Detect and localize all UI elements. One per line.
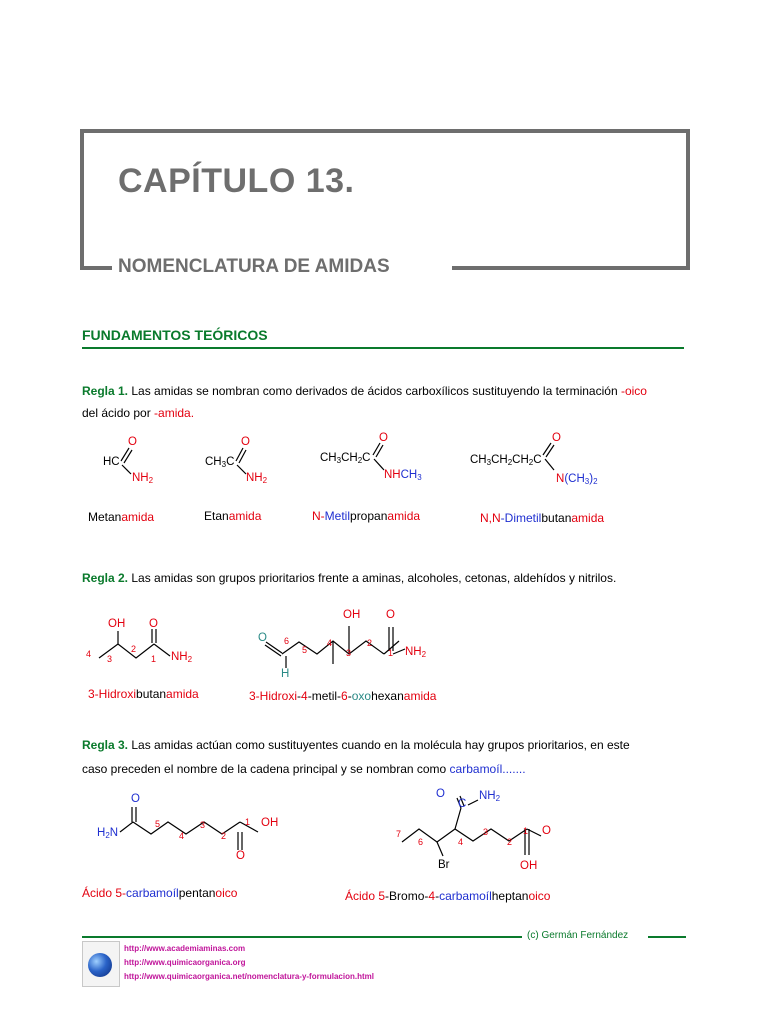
r3n2-p5: carbamoíl: [439, 889, 492, 903]
s1-left: HC: [103, 456, 120, 468]
chapter-title: CAPÍTULO 13.: [118, 162, 355, 200]
s3-amine-sub: 3: [417, 473, 422, 482]
copyright: (c) Germán Fernández: [527, 930, 629, 941]
section-heading: FUNDAMENTOS TEÓRICOS: [82, 327, 268, 343]
r2m1-num-1: 1: [151, 654, 157, 664]
r3m2-nh-sub: 2: [495, 794, 501, 803]
s3-amine-nh: NH: [384, 469, 401, 481]
r2m2-num-4: 4: [327, 638, 333, 648]
r3m1-h-sub: 2: [105, 831, 110, 840]
rule3-text1: Las amidas actúan como sustituyentes cuando en la molécula hay grupos prioritarios, en este: [128, 738, 630, 752]
r3m2-num-3: 3: [483, 827, 489, 837]
r2m2-nh: NH: [405, 646, 422, 658]
name4-prefix-n: N,N: [480, 511, 501, 525]
r2n2-p2: -: [297, 689, 302, 703]
rule1-name-4: [480, 511, 604, 525]
r3m1-h2n: [97, 828, 118, 840]
r3n1-p1: Ácido 5-: [82, 886, 127, 900]
r2m1-oh: OH: [108, 618, 126, 630]
r3m1-n: N: [109, 827, 119, 839]
rule2-label: Regla 2.: [82, 571, 129, 585]
s2-amine-sub: 2: [262, 476, 268, 485]
s4-left-c: CH: [512, 454, 529, 466]
s1-amine: [132, 473, 153, 485]
r3m2-c: C: [458, 798, 467, 810]
r3m1-num-2: 2: [221, 831, 227, 841]
s4-left-sub3: 2: [528, 458, 534, 467]
r3m2-br: Br: [438, 859, 450, 871]
s2-amine-text: NH: [246, 472, 263, 484]
footer-divider-right: [648, 936, 686, 938]
r3n2-p4: -: [435, 889, 440, 903]
footer-link-3[interactable]: http://www.quimicaorganica.net/nomenclatura-y-formulacion.html: [124, 972, 374, 981]
rule3-line2: [82, 756, 526, 782]
name3-base: propan: [350, 509, 388, 523]
globe-icon: [88, 953, 112, 977]
r3m1-oh: OH: [261, 817, 279, 829]
footer-link-2[interactable]: http://www.quimicaorganica.org: [124, 958, 246, 967]
name4-base: butan: [541, 511, 572, 525]
s3-oxygen: O: [379, 432, 388, 444]
s2-oxygen: O: [241, 436, 250, 448]
r3n1-p2: carbamoíl: [126, 886, 179, 900]
r2n2-base: hexan: [371, 689, 404, 703]
rule1-name-3: [312, 509, 420, 523]
s4-oxygen: O: [552, 432, 561, 444]
r3m2-num-2: 2: [507, 837, 513, 847]
rule1-label: Regla 1.: [82, 384, 129, 398]
r3n1-p3: pentan: [178, 886, 216, 900]
r3m2-num-6: 6: [418, 837, 424, 847]
r2m1-nh: NH: [171, 651, 188, 663]
r2n2-p7: oxo: [351, 689, 372, 703]
s4-left-d: C: [533, 454, 542, 466]
r3n2-p2: -Bromo-: [385, 889, 429, 903]
s1-amine-text: NH: [132, 472, 149, 484]
s4-left-sub1: 3: [486, 458, 492, 467]
rule1-name-2: [204, 509, 261, 523]
r2m1-nh2: [171, 652, 192, 664]
rule3-carbamoil: carbamoíl: [449, 762, 503, 776]
r2n1-suffix: amida: [166, 687, 199, 701]
s4-amine-sub1: 3: [584, 477, 590, 486]
rule2-text: Las amidas son grupos prioritarios frente a aminas, alcoholes, cetonas, aldehídos y nitrilos.: [128, 571, 617, 585]
rule3-label: Regla 3.: [82, 738, 129, 752]
r2m2-o: O: [386, 609, 395, 621]
r3n2-p1: Ácido 5: [345, 889, 386, 903]
rule1-ending-oico: -oico: [620, 384, 647, 398]
rule2-name-1: [88, 687, 199, 701]
s2-left: [205, 457, 234, 469]
s4-amine-ch: (CH: [564, 473, 585, 485]
r2m2-nh2: [405, 647, 426, 659]
s4-left-a: CH: [470, 454, 487, 466]
r3n2-p3: 4: [428, 889, 436, 903]
r2n2-p4: -metil-: [307, 689, 342, 703]
s2-left-b: C: [226, 456, 235, 468]
r3m1-o-top: O: [131, 793, 140, 805]
rule1-text: Las amidas se nombran como derivados de ácidos carboxílicos sustituyendo la terminación: [128, 384, 621, 398]
r2n2-p1: 3-Hidroxi: [249, 689, 298, 703]
s4-amine-n: N: [556, 473, 565, 485]
r3m2-o-right: O: [542, 825, 551, 837]
r2m1-nh-sub: 2: [187, 655, 193, 664]
s3-amine-ch: CH: [400, 469, 418, 481]
name2-suffix: amida: [228, 509, 262, 523]
r2m1-num-4: 4: [86, 649, 92, 659]
r3m1-num-5: 5: [155, 819, 161, 829]
r3m2-nh2: [479, 791, 500, 803]
s3-left-c: C: [362, 452, 371, 464]
s3-left-sub1: 3: [336, 456, 342, 465]
rule3-ellipsis: .......: [502, 762, 526, 776]
s4-left-b: CH: [491, 454, 508, 466]
chapter-subtitle: NOMENCLATURA DE AMIDAS: [118, 256, 390, 277]
r3m2-nh: NH: [479, 790, 496, 802]
r2m2-oh: OH: [343, 609, 361, 621]
rule3-line1: [82, 732, 630, 758]
rule3-name-2: [345, 889, 550, 903]
r3n2-p6: heptan: [491, 889, 529, 903]
r3m1-h: H: [97, 827, 106, 839]
r3m2-num-4: 4: [458, 837, 464, 847]
r2m1-o: O: [149, 618, 158, 630]
rule2-line: [82, 565, 616, 591]
r2n1-base: butan: [136, 687, 167, 701]
r2m2-ald-o: O: [258, 632, 267, 644]
s4-left: [470, 455, 542, 467]
r2n1-prefix: 3-Hidroxi: [88, 687, 137, 701]
s3-left: [320, 453, 370, 465]
r3m1-num-3: 3: [200, 820, 206, 830]
rule1-period: .: [190, 406, 195, 420]
r2n2-suffix: amida: [403, 689, 437, 703]
s4-left-sub2: 2: [507, 458, 513, 467]
r3n2-p7: oico: [528, 889, 551, 903]
rule2-name-2: [249, 689, 436, 703]
s1-oxygen: O: [128, 436, 137, 448]
s3-left-b: CH: [341, 452, 358, 464]
r2m1-num-3: 3: [107, 654, 113, 664]
r2m2-num-2: 2: [367, 638, 373, 648]
name4-prefix: -Dimetil: [500, 511, 542, 525]
s4-amine: [556, 474, 598, 486]
rule1-text-b: del ácido por: [82, 406, 155, 420]
r3m2-num-7: 7: [396, 829, 402, 839]
name1-base: Metan: [88, 510, 122, 524]
r2m2-ald-h: H: [281, 668, 290, 680]
r3m2-o-top: O: [436, 788, 445, 800]
s4-amine-sub2: 2: [593, 477, 598, 486]
s3-left-a: CH: [320, 452, 337, 464]
name3-prefix-n: N-: [312, 509, 325, 523]
r3m2-oh: OH: [520, 860, 538, 872]
rule3-name-1: [82, 886, 237, 900]
footer-divider-left: [82, 936, 522, 938]
footer-link-1[interactable]: http://www.academiaminas.com: [124, 944, 246, 953]
r3m2-num-1: 1: [523, 826, 529, 836]
name3-suffix: amida: [387, 509, 421, 523]
name4-suffix: amida: [571, 511, 605, 525]
r2n2-p6: -: [347, 689, 352, 703]
r2m1-num-2: 2: [131, 644, 137, 654]
rule3-text2a: caso preceden el nombre de la cadena principal y se nombran como: [82, 762, 450, 776]
s2-left-sub: 3: [221, 460, 227, 469]
s2-left-a: CH: [205, 456, 222, 468]
r3m1-num-1: 1: [245, 817, 251, 827]
name1-suffix: amida: [121, 510, 155, 524]
name2-base: Etan: [204, 509, 229, 523]
r2m2-num-3: 3: [346, 648, 352, 658]
rule1-name-1: [88, 510, 154, 524]
r3m1-num-4: 4: [179, 831, 185, 841]
rule1-ending-amida: -amida: [154, 406, 191, 420]
r2m2-num-1: 1: [388, 648, 394, 658]
s1-amine-sub: 2: [148, 476, 154, 485]
r2m2-nh-sub: 2: [421, 650, 427, 659]
r3n1-p4: oico: [215, 886, 238, 900]
s3-amine: [384, 470, 422, 482]
s4-amine-close: ): [589, 473, 594, 485]
name3-prefix: Metil: [324, 509, 351, 523]
r2m2-num-6: 6: [284, 636, 290, 646]
r2n2-p3: 4: [301, 689, 308, 703]
r2m2-num-5: 5: [302, 645, 308, 655]
r3m1-o-bot: O: [236, 850, 245, 862]
s2-amine: [246, 473, 267, 485]
r2n2-p5: 6: [341, 689, 348, 703]
s3-left-sub2: 2: [357, 456, 363, 465]
